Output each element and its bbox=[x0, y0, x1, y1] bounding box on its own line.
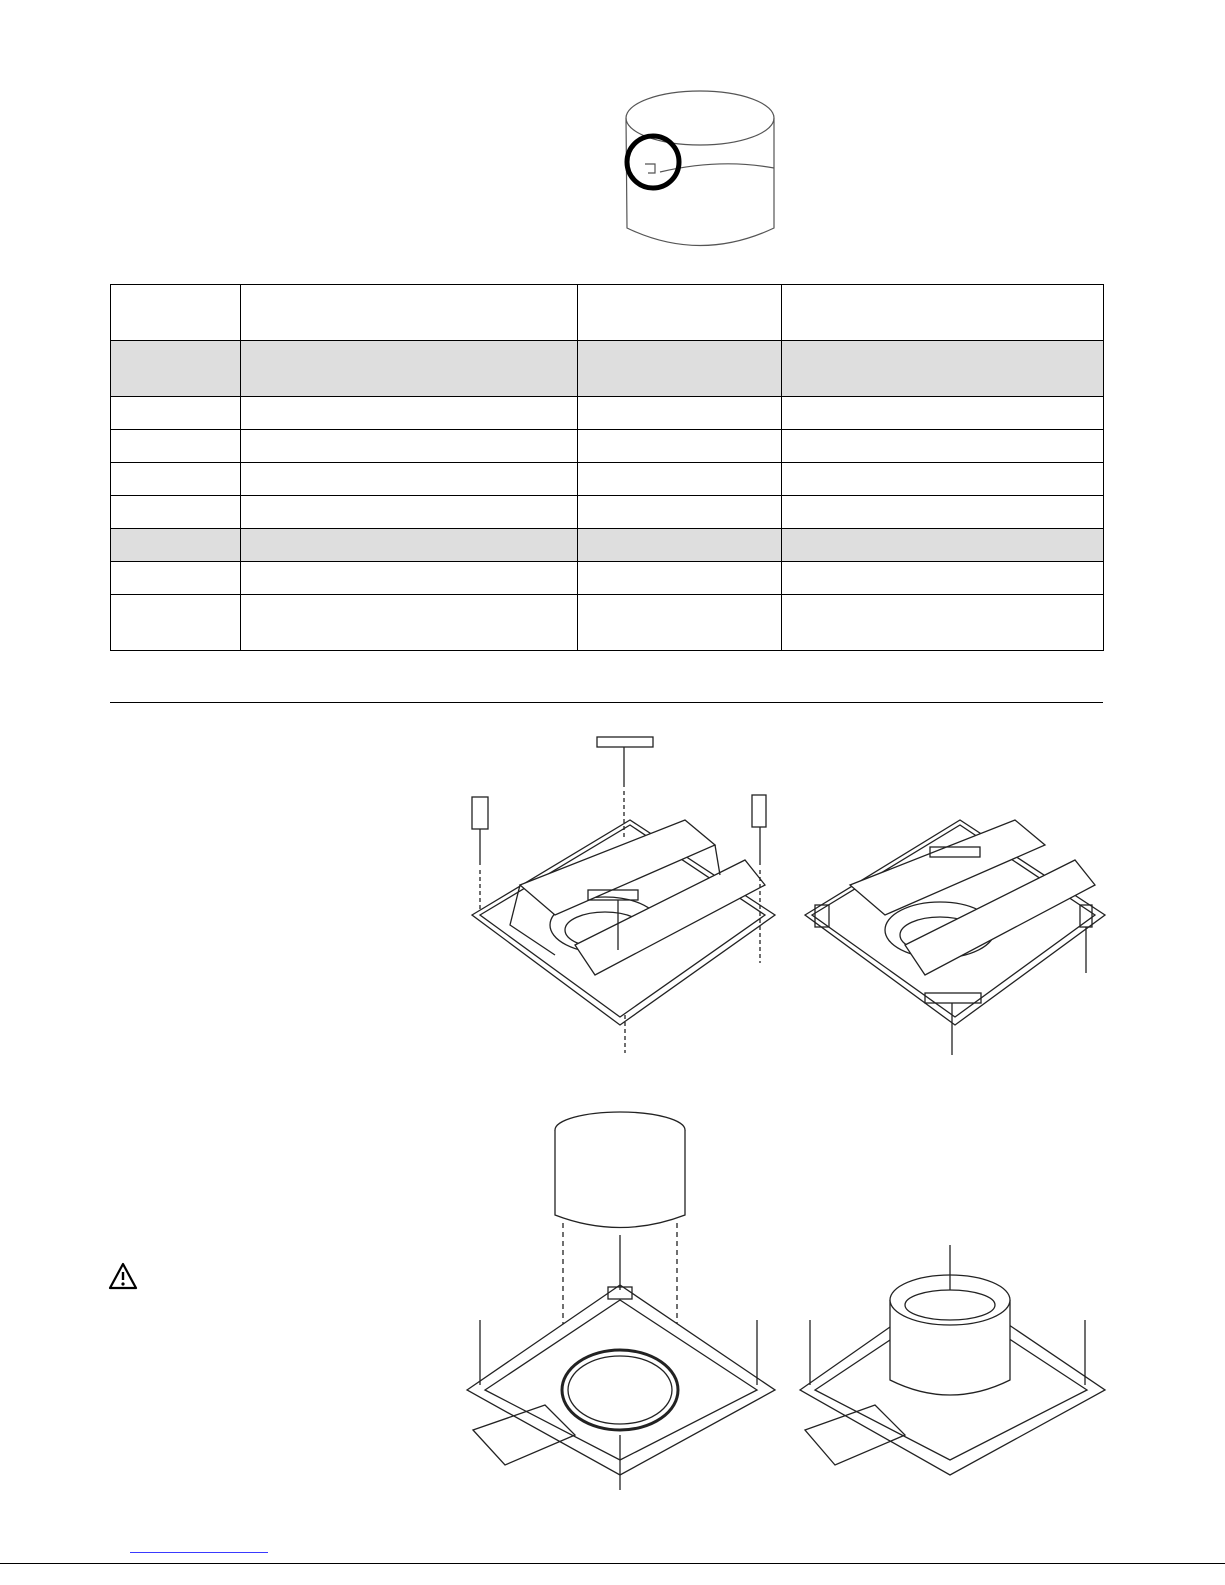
table-cell bbox=[241, 285, 578, 341]
warning-triangle-icon bbox=[108, 1262, 138, 1290]
table-cell bbox=[241, 463, 578, 496]
table-cell bbox=[782, 529, 1104, 562]
table-cell bbox=[241, 430, 578, 463]
spec-table bbox=[110, 284, 1104, 651]
table-cell bbox=[111, 595, 241, 651]
table-cell bbox=[578, 397, 782, 430]
table-cell bbox=[111, 397, 241, 430]
table-cell bbox=[241, 562, 578, 595]
table-cell bbox=[782, 496, 1104, 529]
table-cell bbox=[578, 595, 782, 651]
table-cell bbox=[111, 430, 241, 463]
table-cell bbox=[578, 285, 782, 341]
table-cell bbox=[578, 341, 782, 397]
section-divider bbox=[110, 702, 1103, 703]
mounting-frame-cylinder-figure bbox=[455, 1105, 1125, 1495]
table-cell bbox=[111, 285, 241, 341]
table-cell bbox=[578, 463, 782, 496]
table-row bbox=[111, 562, 1104, 595]
table-row bbox=[111, 595, 1104, 651]
table-cell bbox=[578, 529, 782, 562]
table-cell bbox=[241, 496, 578, 529]
table-cell bbox=[782, 285, 1104, 341]
table-row bbox=[111, 529, 1104, 562]
footer-rule bbox=[0, 1563, 1225, 1564]
table-cell bbox=[241, 529, 578, 562]
table-cell bbox=[111, 463, 241, 496]
left-frame bbox=[472, 820, 775, 1025]
right-cylinder-assembly bbox=[800, 1245, 1105, 1475]
table-cell bbox=[241, 341, 578, 397]
table-row bbox=[111, 463, 1104, 496]
right-frame bbox=[805, 820, 1105, 1055]
mounting-frame-rails-figure bbox=[460, 725, 1120, 1070]
table-row bbox=[111, 496, 1104, 529]
table-row bbox=[111, 285, 1104, 341]
table-row bbox=[111, 341, 1104, 397]
table-cell bbox=[241, 397, 578, 430]
table-cell bbox=[578, 562, 782, 595]
table-cell bbox=[111, 341, 241, 397]
table-cell bbox=[782, 562, 1104, 595]
table-cell bbox=[782, 397, 1104, 430]
table-cell bbox=[782, 430, 1104, 463]
highlight-circle bbox=[627, 136, 679, 188]
table-cell bbox=[578, 496, 782, 529]
table-cell bbox=[782, 341, 1104, 397]
footer-link-underline[interactable] bbox=[130, 1552, 268, 1553]
table-cell bbox=[782, 463, 1104, 496]
table-cell bbox=[782, 595, 1104, 651]
table-cell bbox=[111, 562, 241, 595]
table-cell bbox=[578, 430, 782, 463]
table-row bbox=[111, 397, 1104, 430]
cylinder-notch-figure bbox=[600, 78, 800, 268]
table-cell bbox=[111, 496, 241, 529]
table-cell bbox=[111, 529, 241, 562]
table-row bbox=[111, 430, 1104, 463]
table-cell bbox=[241, 595, 578, 651]
left-cylinder-assembly bbox=[467, 1112, 775, 1490]
